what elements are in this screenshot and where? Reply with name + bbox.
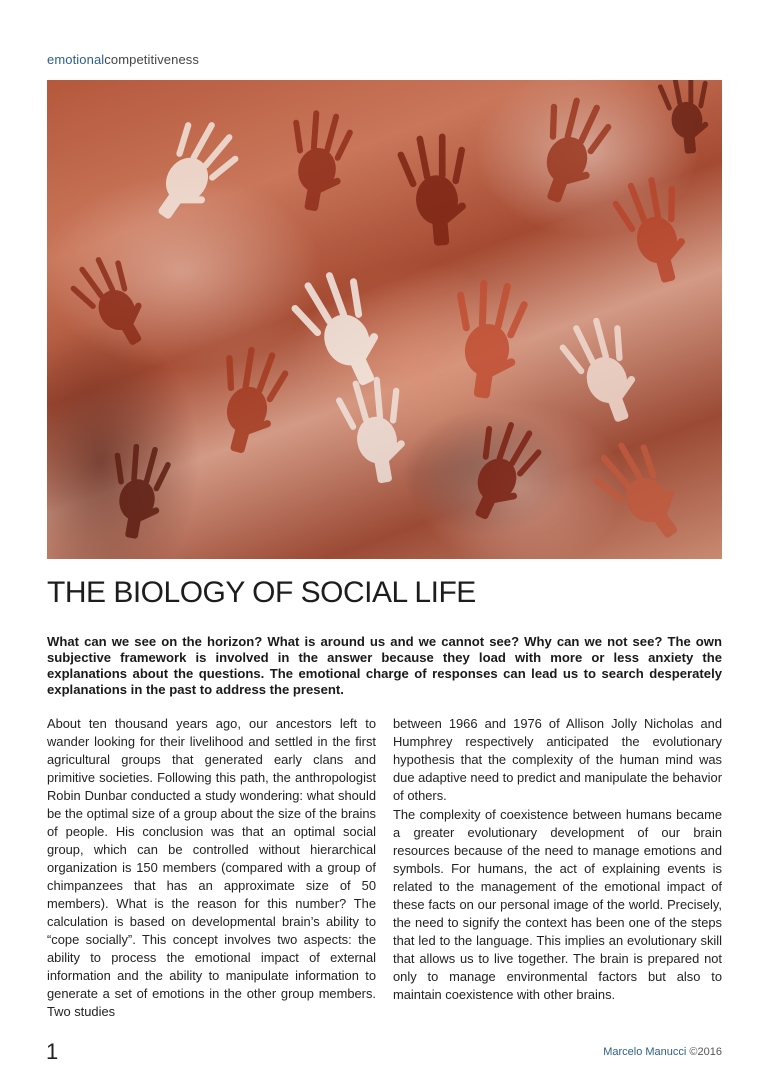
copyright-text: ©2016 bbox=[689, 1046, 722, 1058]
left-text-column bbox=[47, 715, 376, 1022]
brand-text-competitiveness: competitiveness bbox=[104, 52, 199, 67]
body-paragraph: The complexity of coexistence between humans became a greater evolutionary development of our brain resources because of the need to manage emotions and symbols. For humans, the act of explaining events is related to the management of the emotional impact of these facts on our personal image of the world. Precisely, the need to signify the context has been one of the steps that led to the language. This implies an evolutionary skill that allows us to live together. The brain is prepared not only to manage environmental factors but also to maintain coexistence with other brains. bbox=[393, 807, 722, 1002]
page-number: 1 bbox=[46, 1039, 59, 1064]
article-title: THE BIOLOGY OF SOCIAL LIFE bbox=[47, 576, 476, 609]
brand-logo bbox=[47, 52, 199, 67]
right-text-column bbox=[393, 715, 722, 1005]
body-paragraph: between 1966 and 1976 of Allison Jolly Nicholas and Humphrey respectively anticipated the evolutionary hypothesis that the complexity of the human mind was due adaptive need to predict and manipulate the behavior of others. bbox=[393, 716, 722, 803]
body-paragraph: About ten thousand years ago, our ancestors left to wander looking for their livelihood and settled in the first agricultural groups that generated early clans and primitive societies. Following this path, the anthropologist Robin Dunbar conducted a study wondering: what should be the optimal size of a group about the size of the brains of people. His conclusion was that an optimal social group, which can be controlled without hierarchical organization is 150 members (compared with a group of chimpanzees that has an approximate size of 50 members). What is the reason for this number? The calculation is based on developmental brain’s ability to “cope socially”. This concept involves two aspects: the ability to process the emotional impact of external information and the ability to manipulate information to generate a set of emotions in the other group members. Two studies bbox=[47, 716, 376, 1019]
article-lead-paragraph: What can we see on the horizon? What is around us and we cannot see? Why can we not see? The own subjective framework is involved in the answer because they load with more or less anxiety the explanations about the questions. The emotional charge of responses can lead us to search desperately explanations in the past to address the present. bbox=[47, 634, 722, 697]
hand-stencils-illustration bbox=[47, 80, 722, 559]
footer-credit bbox=[603, 1046, 722, 1058]
brand-text-emotional: emotional bbox=[47, 52, 105, 67]
cave-hands-photo bbox=[47, 80, 722, 559]
author-name: Marcelo Manucci bbox=[603, 1046, 687, 1058]
